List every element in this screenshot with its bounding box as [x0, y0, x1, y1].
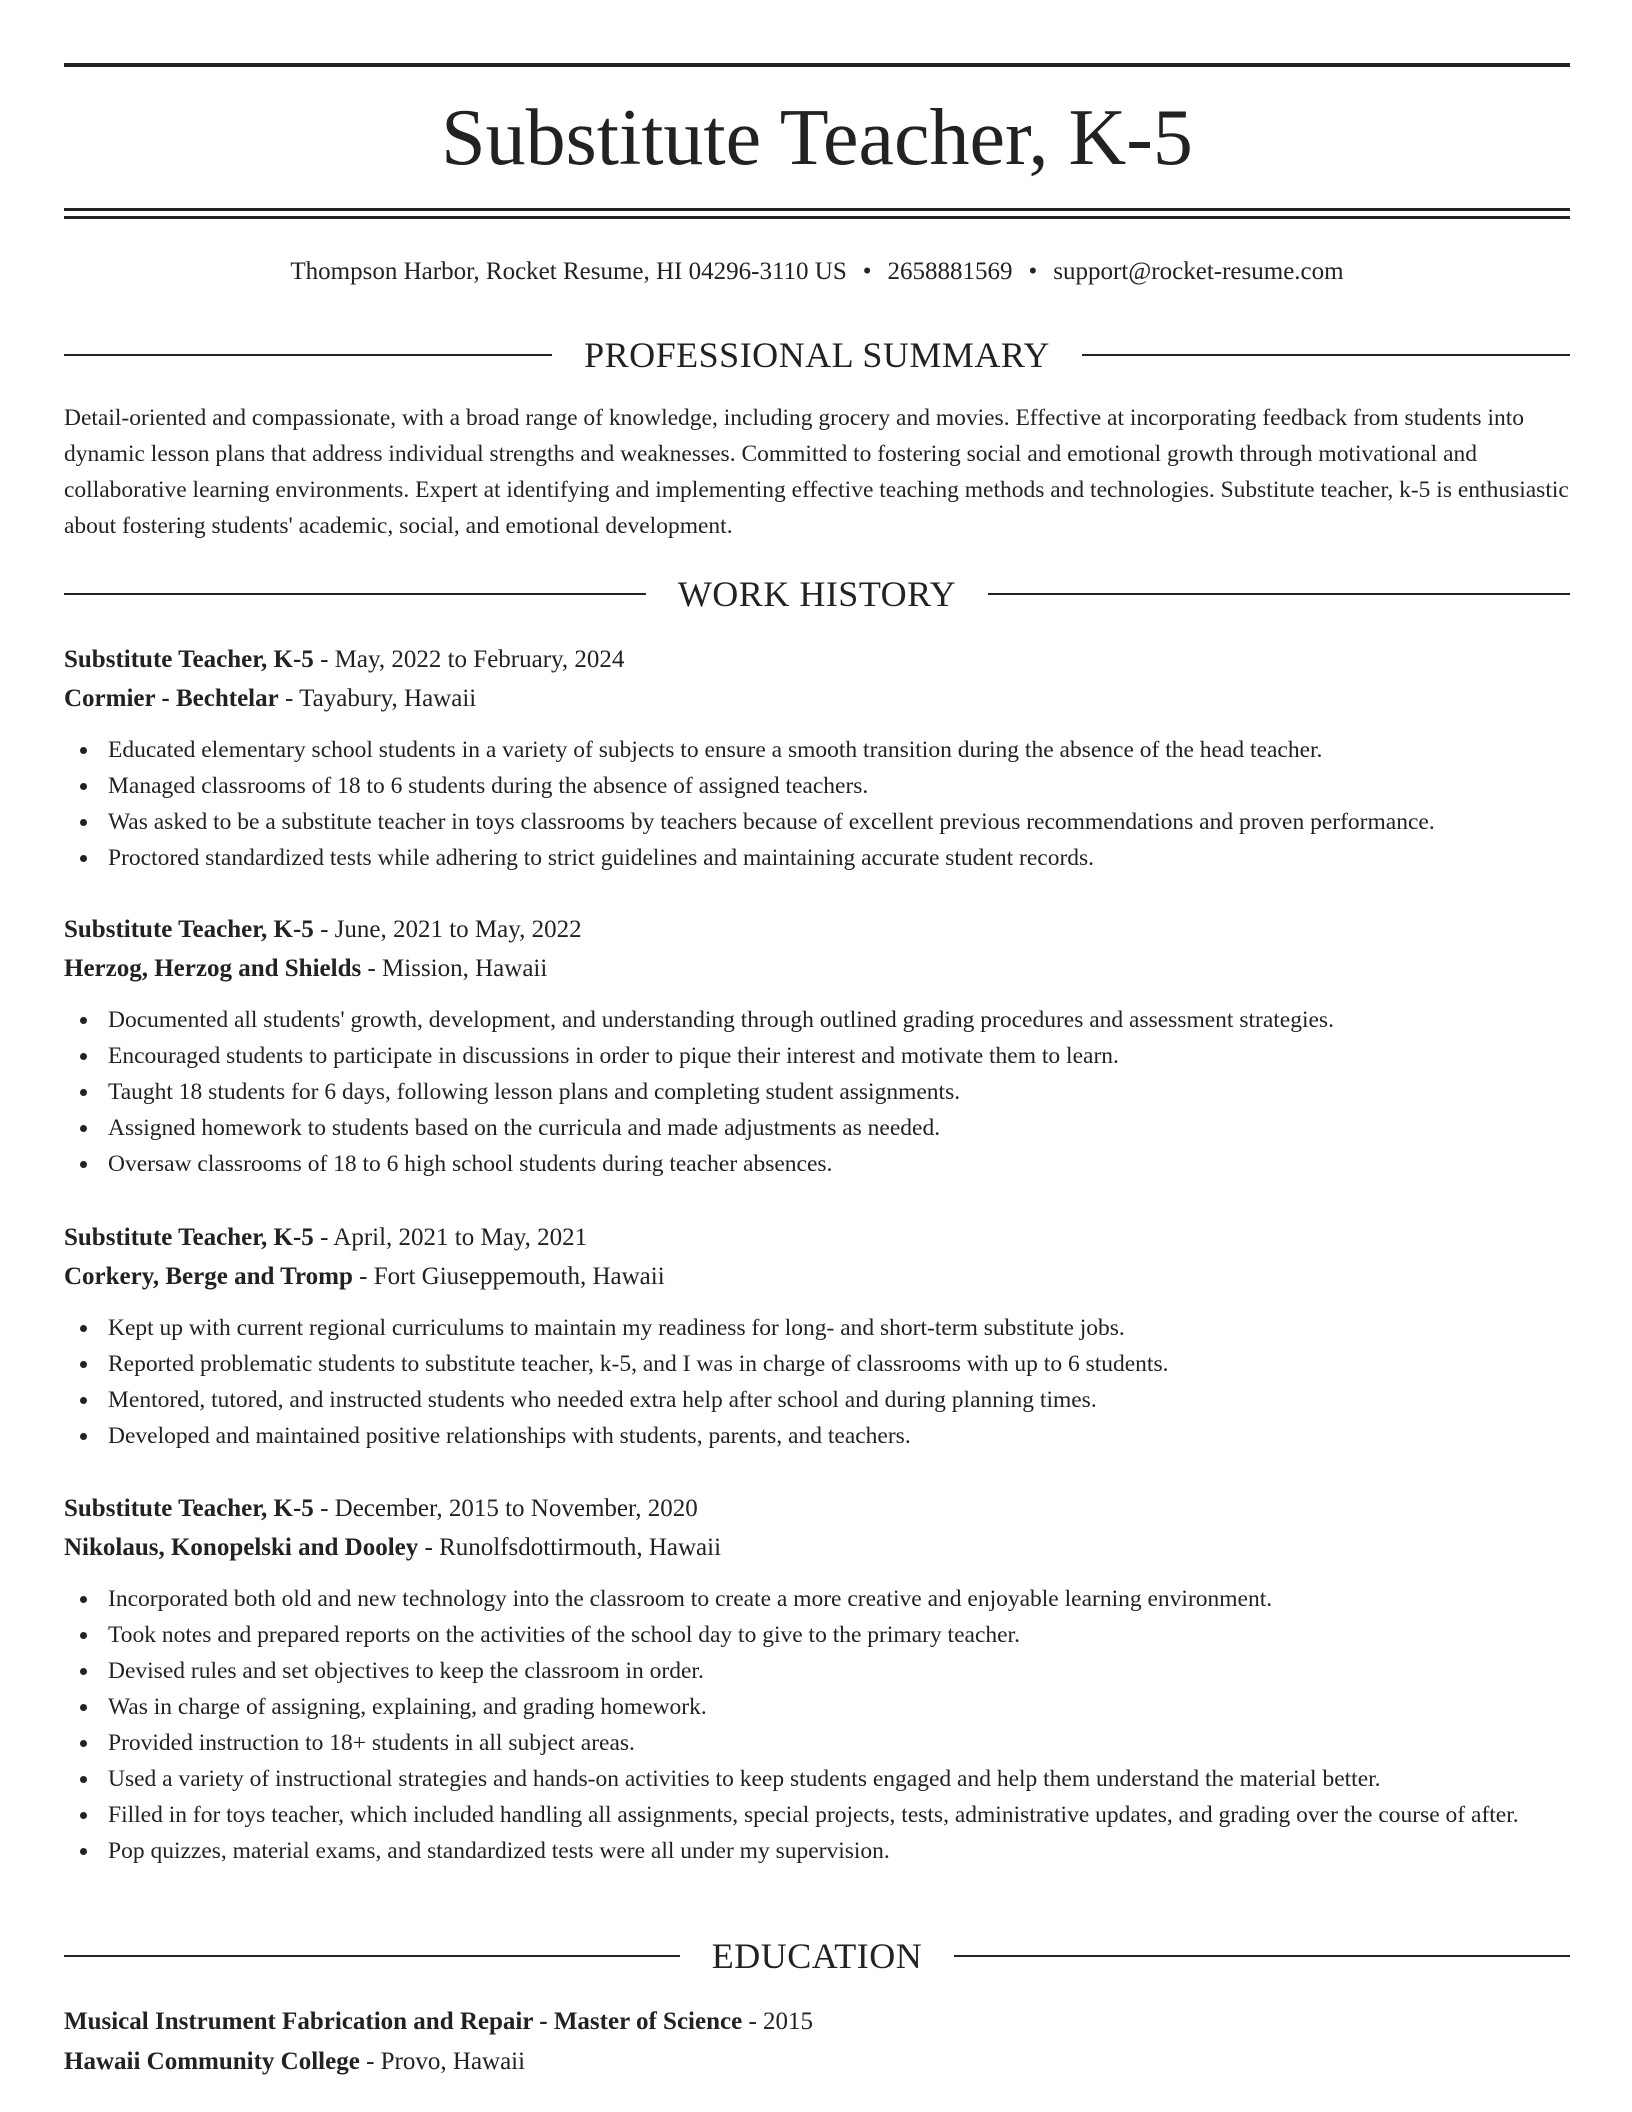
list-item: Taught 18 students for 6 days, following lesson plans and completing student assignments.	[64, 1074, 1570, 1110]
job-title: Substitute Teacher, K-5	[64, 916, 314, 943]
job-employer-row	[64, 949, 1570, 988]
dash: -	[742, 2008, 764, 2035]
education-school-row	[64, 2042, 1570, 2082]
job-title: Substitute Teacher, K-5	[64, 646, 314, 673]
education-heading-title: EDUCATION	[711, 1936, 923, 1976]
job-bullets	[64, 1310, 1570, 1454]
job-employer: Herzog, Herzog and Shields	[64, 955, 362, 982]
heading-rule-right	[954, 1955, 1570, 1957]
list-item: Reported problematic students to substitute teacher, k-5, and I was in charge of classrooms with up to 6 students.	[64, 1346, 1570, 1382]
job-location: Tayabury, Hawaii	[299, 685, 477, 712]
job-title-row	[64, 640, 1570, 679]
list-item: Devised rules and set objectives to keep the classroom in order.	[64, 1653, 1570, 1689]
list-item: Mentored, tutored, and instructed students who needed extra help after school and during planning times.	[64, 1382, 1570, 1418]
job-location: Fort Giuseppemouth, Hawaii	[373, 1263, 665, 1290]
dash: -	[418, 1534, 440, 1561]
heading-rule-left	[64, 593, 646, 595]
list-item: Proctored standardized tests while adhering to strict guidelines and maintaining accurate student records.	[64, 840, 1570, 876]
job-title-row	[64, 1489, 1570, 1528]
contact-email: support@rocket-resume.com	[1053, 258, 1344, 285]
list-item: Developed and maintained positive relationships with students, parents, and teachers.	[64, 1418, 1570, 1454]
list-item: Provided instruction to 18+ students in all subject areas.	[64, 1725, 1570, 1761]
job-entry	[64, 640, 1570, 876]
contact-separator: •	[862, 258, 872, 285]
dash: -	[313, 916, 335, 943]
list-item: Was in charge of assigning, explaining, and grading homework.	[64, 1689, 1570, 1725]
job-entry	[64, 1489, 1570, 1869]
double-rule-lower	[64, 216, 1570, 219]
list-item: Documented all students' growth, development, and understanding through outlined grading procedures and assessment strategies.	[64, 1002, 1570, 1038]
job-entry	[64, 910, 1570, 1182]
job-employer: Nikolaus, Konopelski and Dooley	[64, 1534, 419, 1561]
job-bullets	[64, 1002, 1570, 1182]
list-item: Oversaw classrooms of 18 to 6 high school students during teacher absences.	[64, 1146, 1570, 1182]
job-dates: April, 2021 to May, 2021	[333, 1224, 588, 1251]
work-history-heading-title: WORK HISTORY	[677, 574, 957, 614]
dash: -	[278, 685, 300, 712]
double-rule-upper	[64, 208, 1570, 211]
job-title: Substitute Teacher, K-5	[64, 1495, 314, 1522]
heading-rule-right	[988, 593, 1570, 595]
education-year: 2015	[763, 2008, 814, 2035]
summary-heading-title: PROFESSIONAL SUMMARY	[584, 335, 1050, 375]
dash: -	[359, 2048, 381, 2075]
list-item: Filled in for toys teacher, which included handling all assignments, special projects, tests, administrative updates, and grading over the course of after.	[64, 1797, 1570, 1833]
list-item: Encouraged students to participate in discussions in order to pique their interest and motivate them to learn.	[64, 1038, 1570, 1074]
job-title-row	[64, 1218, 1570, 1257]
job-location: Mission, Hawaii	[382, 955, 548, 982]
education-location: Provo, Hawaii	[380, 2048, 526, 2075]
heading-rule-left	[64, 1955, 680, 1957]
dash: -	[352, 1263, 374, 1290]
job-employer-row	[64, 1528, 1570, 1567]
summary-text: Detail-oriented and compassionate, with a broad range of knowledge, including grocery and movies. Effective at incorporating feedback from students into dynamic lesson plans that address individual strengths and weaknesses. Committed to fostering social and emotional growth through motivational and collaborative learning environments. Expert at identifying and implementing effective teaching methods and technologies. Substitute teacher, k-5 is enthusiastic about fostering students' academic, social, and emotional development.	[64, 405, 1569, 539]
job-location: Runolfsdottirmouth, Hawaii	[439, 1534, 722, 1561]
summary-heading	[64, 335, 1570, 375]
list-item: Kept up with current regional curriculums to maintain my readiness for long- and short-term substitute jobs.	[64, 1310, 1570, 1346]
job-employer-row	[64, 1257, 1570, 1296]
list-item: Educated elementary school students in a variety of subjects to ensure a smooth transition during the absence of the head teacher.	[64, 732, 1570, 768]
education-degree: Musical Instrument Fabrication and Repair - Master of Science	[64, 2008, 743, 2035]
contact-line	[64, 255, 1570, 289]
job-title-row	[64, 910, 1570, 949]
list-item: Was asked to be a substitute teacher in toys classrooms by teachers because of excellent previous recommendations and proven performance.	[64, 804, 1570, 840]
contact-address: Thompson Harbor, Rocket Resume, HI 04296-3110 US	[290, 258, 847, 285]
dash: -	[313, 646, 335, 673]
job-entry	[64, 1218, 1570, 1454]
contact-phone: 2658881569	[887, 258, 1013, 285]
dash: -	[313, 1495, 335, 1522]
work-history-heading	[64, 574, 1570, 614]
list-item: Managed classrooms of 18 to 6 students during the absence of assigned teachers.	[64, 768, 1570, 804]
education-heading	[64, 1936, 1570, 1976]
list-item: Incorporated both old and new technology into the classroom to create a more creative and enjoyable learning environment.	[64, 1581, 1570, 1617]
dash: -	[313, 1224, 334, 1251]
resume-name: Substitute Teacher, K-5	[441, 94, 1193, 182]
job-employer-row	[64, 679, 1570, 718]
list-item: Pop quizzes, material exams, and standardized tests were all under my supervision.	[64, 1833, 1570, 1869]
heading-rule-right	[1082, 354, 1570, 356]
job-employer: Corkery, Berge and Tromp	[64, 1263, 353, 1290]
job-bullets	[64, 732, 1570, 876]
job-title: Substitute Teacher, K-5	[64, 1224, 314, 1251]
list-item: Assigned homework to students based on the curricula and made adjustments as needed.	[64, 1110, 1570, 1146]
job-dates: June, 2021 to May, 2022	[334, 916, 582, 943]
education-entry	[64, 2002, 1570, 2082]
job-dates: December, 2015 to November, 2020	[334, 1495, 698, 1522]
job-bullets	[64, 1581, 1570, 1869]
education-school: Hawaii Community College	[64, 2048, 360, 2075]
job-dates: May, 2022 to February, 2024	[334, 646, 625, 673]
job-employer: Cormier - Bechtelar	[64, 685, 279, 712]
education-degree-row	[64, 2002, 1570, 2042]
list-item: Used a variety of instructional strategies and hands-on activities to keep students engaged and help them understand the material better.	[64, 1761, 1570, 1797]
heading-rule-left	[64, 354, 552, 356]
dash: -	[361, 955, 383, 982]
contact-separator: •	[1028, 258, 1038, 285]
list-item: Took notes and prepared reports on the activities of the school day to give to the primary teacher.	[64, 1617, 1570, 1653]
top-rule	[64, 63, 1570, 67]
